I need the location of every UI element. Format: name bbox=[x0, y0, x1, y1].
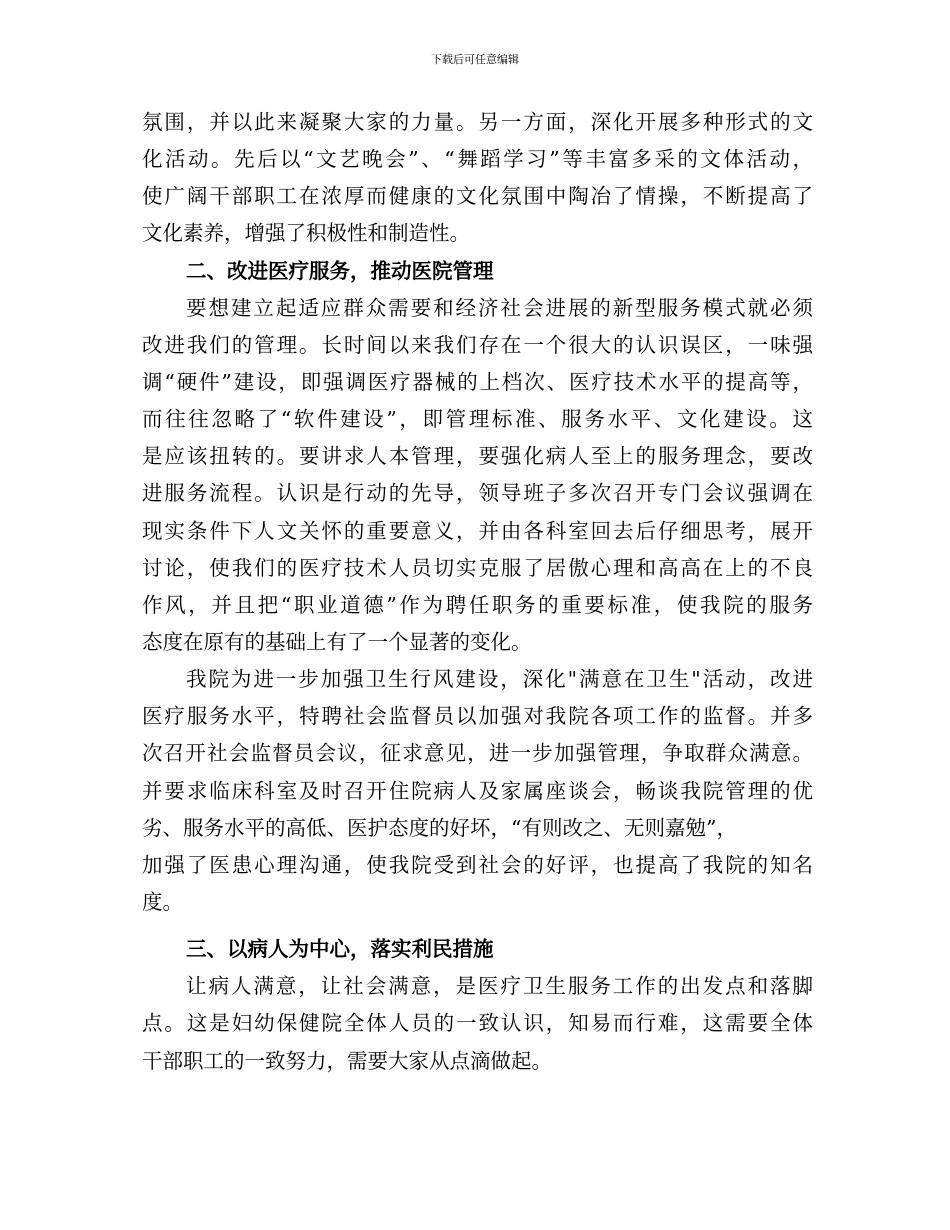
paragraph-line: 次召开社会监督员会议，征求意见，进一步加强管理，争取群众满意。 bbox=[142, 741, 813, 766]
paragraph-line: 文化素养，增强了积极性和制造性。 bbox=[142, 221, 470, 246]
paragraph-line: 我院为进一步加强卫生行风建设，深化"满意在卫生"活动，改进 bbox=[186, 667, 813, 692]
paragraph-line: 氛围，并以此来凝聚大家的力量。另一方面，深化开展多种形式的文 bbox=[142, 110, 813, 134]
paragraph-line: 度。 bbox=[142, 889, 183, 914]
paragraph-line: 加强了医患心理沟通，使我院受到社会的好评，也提高了我院的知名 bbox=[142, 852, 813, 877]
paragraph-line: 干部职工的一致努力，需要大家从点滴做起。 bbox=[142, 1048, 552, 1073]
section-heading: 二、改进医疗服务，推动医院管理 bbox=[186, 258, 494, 283]
paragraph-line: 并要求临床科室及时召开住院病人及家属座谈会，畅谈我院管理的优 bbox=[142, 778, 813, 803]
paragraph-line: 点。这是妇幼保健院全体人员的一致认识，知易而行难，这需要全体 bbox=[142, 1011, 813, 1036]
paragraph-line: 劣、服务水平的高低、医护态度的好坏，“有则改之、无则嘉勉”， bbox=[142, 815, 737, 840]
page-header: 下载后可任意编辑 bbox=[431, 53, 519, 66]
section-spacer bbox=[142, 921, 813, 931]
paragraph-line: 化活动。先后以“文艺晚会”、“舞蹈学习”等丰富多采的文体活动， bbox=[142, 147, 813, 172]
paragraph-line: 是应该扭转的。要讲求人本管理，要强化病人至上的服务理念，要改 bbox=[142, 444, 813, 469]
paragraph-line: 改进我们的管理。长时间以来我们存在一个很大的认识误区，一味强 bbox=[142, 332, 813, 357]
paragraph-line: 医疗服务水平，特聘社会监督员以加强对我院各项工作的监督。并多 bbox=[142, 704, 813, 729]
paragraph-line: 要想建立起适应群众需要和经济社会进展的新型服务模式就必须 bbox=[186, 295, 813, 320]
paragraph-line: 作风，并且把“职业道德”作为聘任职务的重要标准，使我院的服务 bbox=[142, 592, 813, 617]
section-heading: 三、以病人为中心，落实利民措施 bbox=[186, 937, 494, 962]
paragraph-line: 现实条件下人文关怀的重要意义，并由各科室回去后仔细思考，展开 bbox=[142, 518, 813, 543]
paragraph-line: 让病人满意，让社会满意，是医疗卫生服务工作的出发点和落脚 bbox=[186, 974, 813, 999]
paragraph-line: 讨论，使我们的医疗技术人员切实克服了居傲心理和高高在上的不良 bbox=[142, 555, 813, 580]
paragraph-line: 使广阔干部职工在浓厚而健康的文化氛围中陶冶了情操，不断提高了 bbox=[142, 184, 813, 209]
document-body bbox=[142, 104, 813, 1080]
paragraph-line: 而往往忽略了“软件建设”，即管理标准、服务水平、文化建设。这 bbox=[142, 407, 813, 432]
paragraph-line: 态度在原有的基础上有了一个显著的变化。 bbox=[142, 629, 532, 654]
paragraph-line: 调“硬件”建设，即强调医疗器械的上档次、医疗技术水平的提高等， bbox=[142, 369, 813, 394]
paragraph-line: 进服务流程。认识是行动的先导，领导班子多次召开专门会议强调在 bbox=[142, 481, 813, 506]
